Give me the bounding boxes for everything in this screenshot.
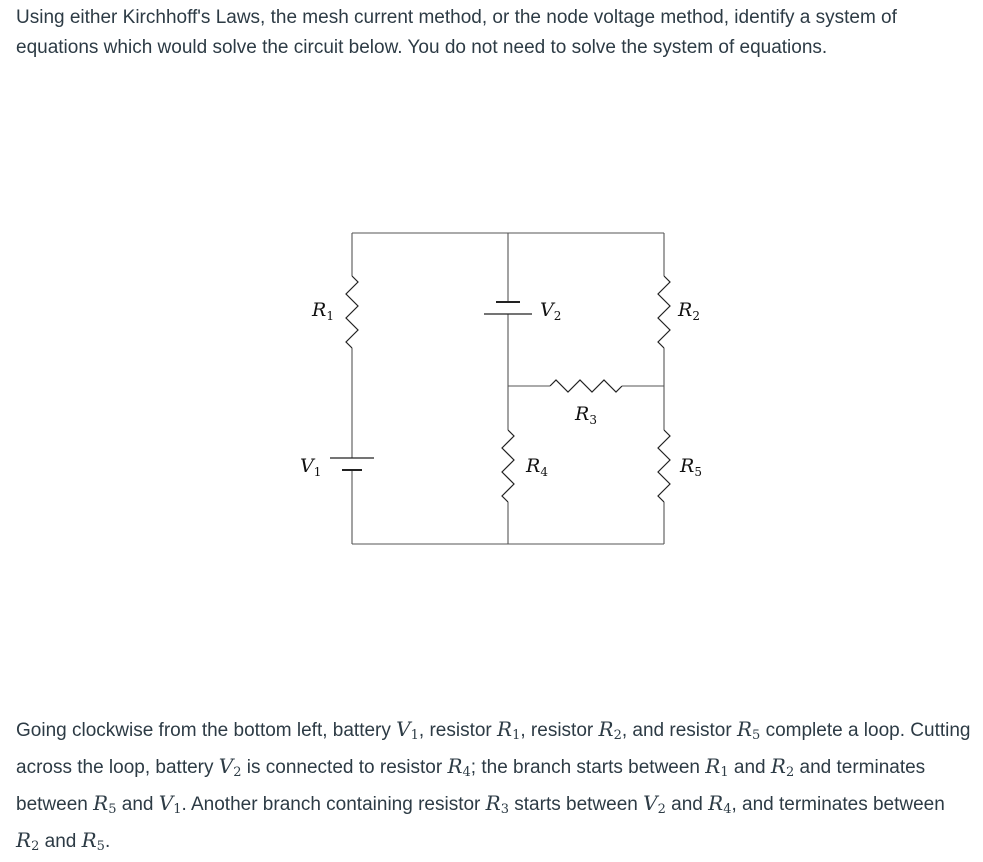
math-r2: $R_2$ — [770, 754, 795, 780]
resistor-r4 — [502, 430, 514, 502]
math-r1: $R_1$ — [497, 717, 521, 743]
label-r1: $R_1$ — [312, 299, 334, 323]
math-v1: $V_1$ — [396, 717, 419, 743]
math-r5: $R_5$ — [81, 828, 105, 854]
label-r5: $R_5$ — [680, 455, 702, 479]
resistor-r5 — [658, 430, 670, 502]
math-r4: $R_4$ — [447, 754, 471, 780]
resistor-r3 — [550, 380, 622, 392]
math-r3: $R_3$ — [485, 791, 509, 817]
battery-v1 — [330, 458, 374, 470]
circuit-description: Going clockwise from the bottom left, battery $V_1$, resistor $R_1$, resistor $R_2$, and resistor $R_5$ complete a loop. Cutting across the loop, battery $V_2$ is connected to resistor $R_4$; the branch starts between $R_1$ and $R_2$ and terminates between $R_5$ and $V_1$. Another branch containing resistor $R_3$ starts between $V_2$ and $R_4$, and terminates between $R_2$ and $R_5$. — [16, 717, 971, 854]
label-v1: $V_1$ — [300, 455, 322, 479]
math-v2: $V_2$ — [643, 791, 666, 817]
math-r1: $R_1$ — [705, 754, 729, 780]
math-r2: $R_2$ — [16, 828, 40, 854]
wires — [352, 233, 664, 544]
question-prompt: Using either Kirchhoff's Laws, the mesh current method, or the node voltage method, identify a system of equations which would solve the circuit below. You do not need to solve the system of equations. — [16, 7, 897, 58]
label-r2: $R_2$ — [678, 299, 700, 323]
math-r5: $R_5$ — [736, 717, 761, 743]
label-v2: $V_2$ — [540, 299, 562, 323]
math-r5: $R_5$ — [93, 791, 117, 817]
resistor-r1 — [346, 276, 358, 348]
math-v1: $V_1$ — [158, 791, 182, 817]
math-r2: $R_2$ — [598, 717, 622, 743]
math-v2: $V_2$ — [218, 754, 242, 780]
label-r3: $R_3$ — [575, 403, 597, 427]
battery-v2 — [484, 302, 532, 314]
math-r4: $R_4$ — [708, 791, 732, 817]
resistor-r2 — [658, 276, 670, 348]
label-r4: $R_4$ — [526, 455, 548, 479]
